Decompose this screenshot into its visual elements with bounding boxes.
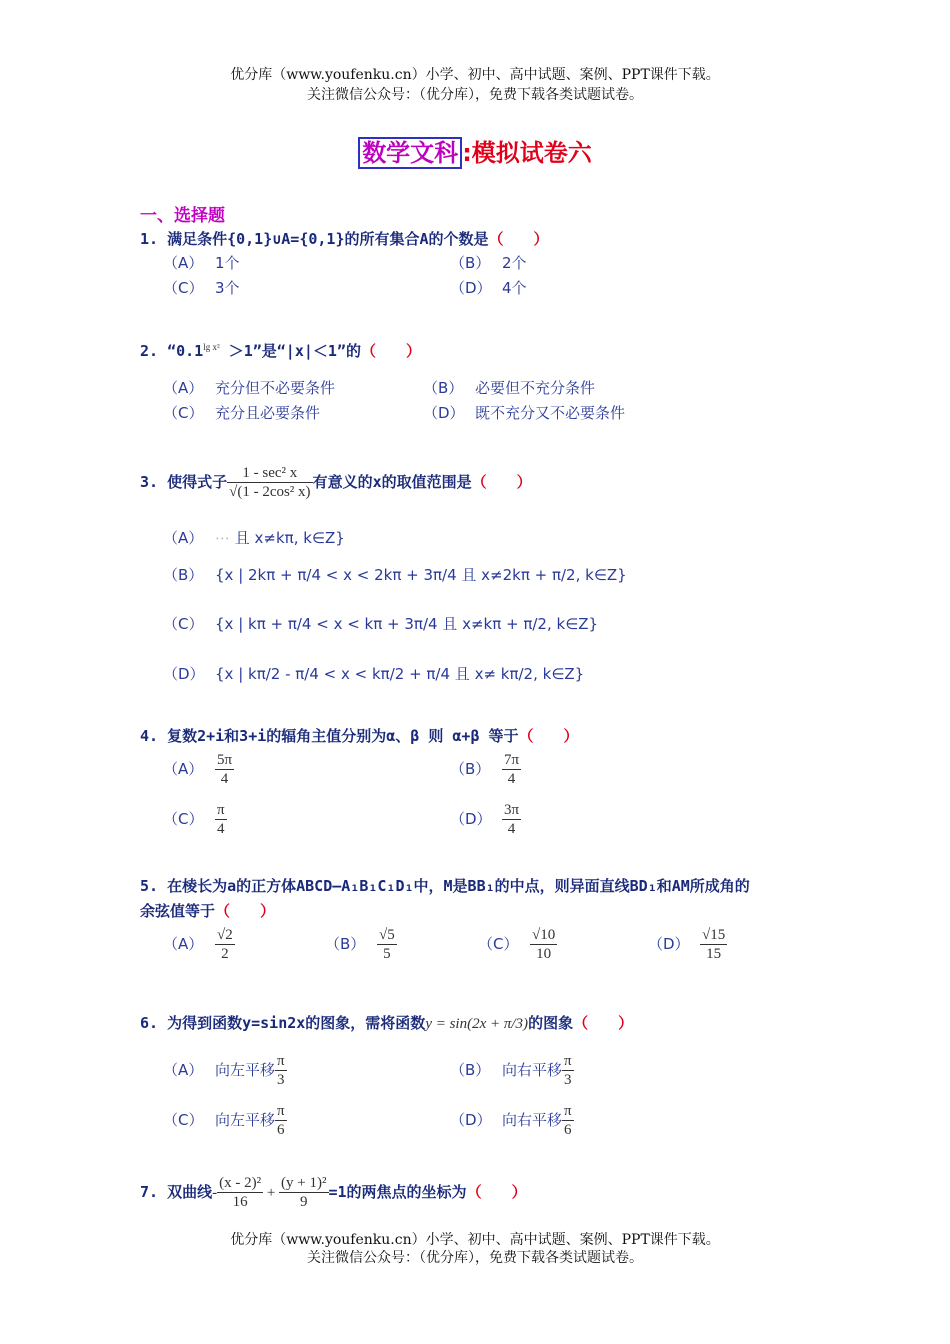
q6-option-c: （C） 向左平移 $\frac{\pi}{6}$ [163,1103,285,1138]
q3-option-b: （B） {x | 2kπ + π/4 < x < 2kπ + 3π/4 且 x≠2kπ + π/2, k∈Z} [163,566,627,584]
q1-option-a: （A） 1个 [163,254,240,272]
question-7: 7. 双曲线- $\frac{\text{(x - 2)²}}{16}$ + $\frac{\text{(y + 1)²}}{9}$ =1的两焦点的坐标为（ ） [140,1175,527,1210]
title-rest: :模拟试卷六 [462,139,592,167]
question-1 [140,228,549,249]
q1-stem: 1. 满足条件{0,1}∪A={0,1}的所有集合A的个数是 [140,230,489,248]
footer-line-2: 关注微信公众号：（优分库），免费下载各类试题试卷。 [307,1250,643,1266]
question-6: 6. 为得到函数y=sin2x的图象，需将函数y = sin(2x + π/3)的图象（ ） [140,1014,634,1032]
q3-option-d: （D） {x | kπ/2 - π/4 < x < kπ/2 + π/4 且 x≠ kπ/2, k∈Z} [163,665,585,683]
q5-option-d: （D） $\frac{√15}{15}$ [648,927,726,962]
question-5: 5. 在棱长为a的正方体ABCD—A₁B₁C₁D₁中，M是BB₁的中点，则异面直线BD₁和AM所成角的 [140,877,750,895]
q3-fraction: $\frac{\text{1 - sec² x}}{\text{√(1 - 2cos² x)}}$ [229,465,311,500]
question-5-line-2: 余弦值等于（ ） [140,902,276,920]
q1-option-b: （B） 2个 [450,254,527,272]
title-boxed: 数学文科 [358,137,462,169]
q2-option-d: （D） 既不充分又不必要条件 [423,404,626,422]
q2-option-c: （C） 充分且必要条件 [163,404,321,422]
question-2: 2. “$0.1^{lg x^2} >1$”是“|x|＜1”的（ ） [140,342,421,360]
q5-option-c: （C） $\frac{√10}{10}$ [478,927,556,962]
q2-option-a: （A） 充分但不必要条件 [163,379,336,397]
question-3: 3. 使得式子 $\frac{\text{1 - sec² x}}{\text{√(1 - 2cos² x)}}$ 有意义的x的取值范围是（ ） [140,465,532,500]
section-heading: 一、选择题 [140,206,225,226]
q4-option-c: （C） $\frac{\pi}{4}$ [163,802,225,837]
q3-option-a: （A） ⋯ 且 x≠kπ, k∈Z} [163,529,345,547]
footer-line-1: 优分库（www.youfenku.cn）小学、初中、高中试题、案例、PPT课件下载。 [230,1232,720,1248]
question-4: 4. 复数2+i和3+i的辐角主值分别为α、β 则 α+β 等于（ ） [140,727,579,745]
q4-option-a: （A） $\frac{5\pi}{4}$ [163,752,233,787]
q5-option-a: （A） $\frac{√2}{2}$ [163,927,233,962]
q1-option-c: （C） 3个 [163,279,240,297]
q6-option-a: （A） 向左平移 $\frac{\pi}{3}$ [163,1053,285,1088]
q1-option-d: （D） 4个 [450,279,527,297]
q6-option-d: （D） 向右平移 $\frac{\pi}{6}$ [450,1103,572,1138]
q6-option-b: （B） 向右平移 $\frac{\pi}{3}$ [450,1053,572,1088]
q4-option-d: （D） $\frac{3\pi}{4}$ [450,802,520,837]
q5-option-b: （B） $\frac{√5}{5}$ [325,927,395,962]
header-line-1: 优分库（www.youfenku.cn）小学、初中、高中试题、案例、PPT课件下载。 [230,67,720,83]
q1-paren: （ ） [488,230,549,248]
page-title [0,133,950,168]
q4-option-b: （B） $\frac{7\pi}{4}$ [450,752,520,787]
q2-option-b: （B） 必要但不充分条件 [423,379,596,397]
header-line-2: 关注微信公众号：（优分库），免费下载各类试题试卷。 [307,87,643,103]
q3-option-c: （C） {x | kπ + π/4 < x < kπ + 3π/4 且 x≠kπ + π/2, k∈Z} [163,615,599,633]
